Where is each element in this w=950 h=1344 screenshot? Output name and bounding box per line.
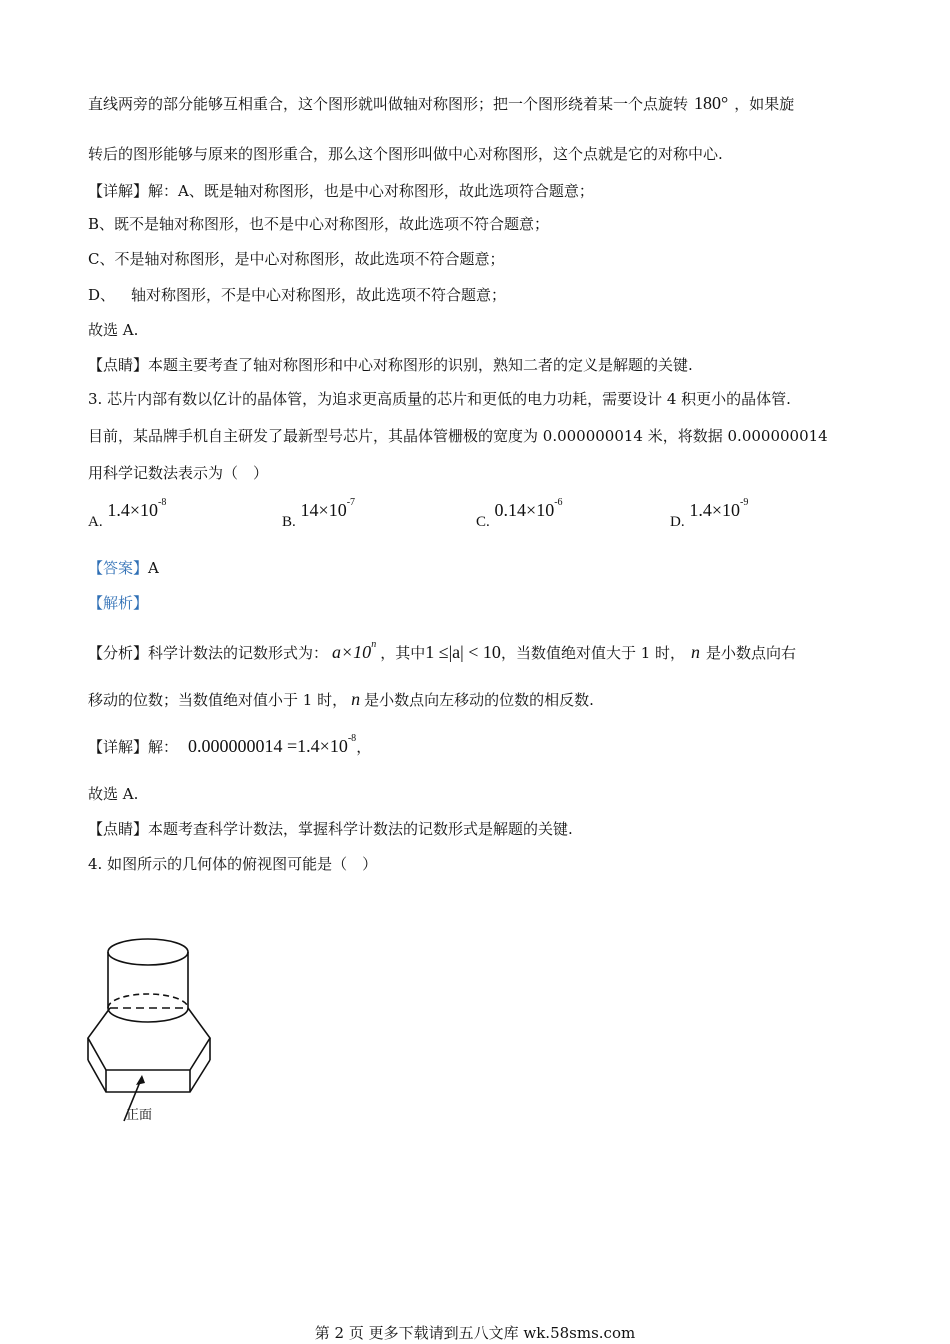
q3-fenxi-n-1: n: [691, 642, 701, 662]
q3-fenxi-text-4: 是小数点向右: [706, 644, 797, 662]
q2-option-c-explain: C、不是轴对称图形，是中心对称图形，故此选项不符合题意；: [88, 250, 505, 268]
q3-fenxi-range: 1 ≤|a| < 10: [425, 642, 501, 662]
q3-option-d-label: D.: [670, 514, 685, 530]
front-arrow-head: [136, 1075, 145, 1085]
q3-comment: [88, 819, 573, 839]
q3-comment-text: 本题考查科学计数法，掌握科学计数法的记数形式是解题的关键.: [148, 820, 573, 838]
q3-fenxi-label: 【分析】: [88, 644, 149, 662]
q2-detail-label: 【详解】: [88, 182, 149, 200]
q3-choose: 故选 A.: [88, 785, 139, 803]
cylinder-top: [108, 939, 188, 965]
q3-detail-pre: 解：: [148, 738, 179, 756]
q3-fenxi-line-2: [88, 689, 594, 710]
q3-option-a-value: $1.4\times 10^{-8}$: [107, 497, 167, 520]
q3-fenxi-text-3: ，当数值绝对值大于 1 时，: [500, 644, 686, 662]
q2-comment: [88, 355, 693, 375]
q2-detail-text: 解：A、既是轴对称图形，也是中心对称图形，故此选项符合题意；: [148, 182, 594, 200]
q3-option-a: [88, 497, 167, 530]
q3-option-d: [670, 497, 749, 530]
q3-answer-value: A: [148, 559, 159, 577]
q3-option-d-value: $1.4\times 10^{-9}$: [689, 497, 749, 520]
q3-stem-1: 3. 芯片内部有数以亿计的晶体管，为追求更高质量的芯片和更低的电力功耗，需要设计 4 积更小的晶体管.: [88, 390, 791, 408]
cylinder-base-back: [108, 994, 188, 1008]
q3-fenxi-form: $a\times 10^n$: [332, 639, 377, 662]
angle-180: 180°: [694, 93, 729, 113]
q3-fenxi-line-1: [88, 639, 796, 663]
q2-d-text: 轴对称图形，不是中心对称图形，故此选项不符合题意；: [131, 286, 507, 304]
geometry-figure: [80, 925, 230, 1125]
q3-option-c-value: $0.14\times 10^{-6}$: [494, 497, 563, 520]
cylinder-base-front: [108, 1008, 188, 1022]
hex-top-outline: [88, 1008, 210, 1070]
q4-stem: 4. 如图所示的几何体的俯视图可能是（ ）: [88, 855, 378, 873]
q3-fenxi-n-2: n: [351, 689, 361, 709]
q2-d-label: D、: [88, 286, 116, 304]
definition-text-a: 直线两旁的部分能够互相重合，这个图形就叫做轴对称图形；把一个图形绕着某一个点旋转: [88, 95, 689, 113]
q3-option-c: [476, 497, 563, 530]
q3-analysis-label: 【解析】: [88, 594, 149, 612]
q3-fenxi-text-1: 科学计数法的记数形式为：: [148, 644, 329, 662]
definition-line-2: 转后的图形能够与原来的图形重合，那么这个图形叫做中心对称图形，这个点就是它的对称中心.: [88, 145, 723, 163]
q3-option-a-label: A.: [88, 514, 103, 530]
q3-fenxi-text-2: ，其中: [380, 644, 426, 662]
definition-line-1: [88, 93, 794, 114]
q3-detail-label: 【详解】: [88, 738, 149, 756]
q3-stem-3: 用科学记数法表示为（ ）: [88, 464, 269, 482]
q2-comment-text: 本题主要考查了轴对称图形和中心对称图形的识别，熟知二者的定义是解题的关键.: [148, 356, 693, 374]
q2-choose: 故选 A.: [88, 321, 139, 339]
q3-comment-label: 【点睛】: [88, 820, 149, 838]
q3-answer-label: 【答案】: [88, 559, 149, 577]
q3-detail-post: ，: [356, 738, 372, 756]
q3-answer: [88, 558, 159, 578]
definition-text-b: ，如果旋: [734, 95, 795, 113]
q3-fenxi-text-5: 移动的位数；当数值绝对值小于 1 时，: [88, 691, 348, 709]
q2-comment-label: 【点睛】: [88, 356, 149, 374]
q3-detail: [88, 733, 371, 757]
front-label: 正面: [126, 1108, 153, 1123]
q3-option-b: [282, 497, 356, 530]
q3-option-b-label: B.: [282, 514, 296, 530]
page-footer: 第 2 页 更多下载请到五八文库 wk.58sms.com: [314, 1324, 636, 1342]
q2-option-b-explain: B、既不是轴对称图形，也不是中心对称图形，故此选项不符合题意；: [88, 215, 550, 233]
q3-option-b-value: $14\times 10^{-7}$: [300, 497, 356, 520]
q3-detail-math: $0.000000014 =1.4\times 10^{-8}$: [188, 733, 357, 756]
q3-fenxi-text-6: 是小数点向左移动的位数的相反数.: [364, 691, 594, 709]
q2-detail: [88, 181, 594, 201]
q3-option-c-label: C.: [476, 514, 490, 530]
q2-option-d-explain: [88, 285, 506, 305]
q3-stem-2: 目前，某品牌手机自主研发了最新型号芯片，其晶体管栅极的宽度为 0.000000014 米，将数据 0.000000014: [88, 427, 828, 445]
